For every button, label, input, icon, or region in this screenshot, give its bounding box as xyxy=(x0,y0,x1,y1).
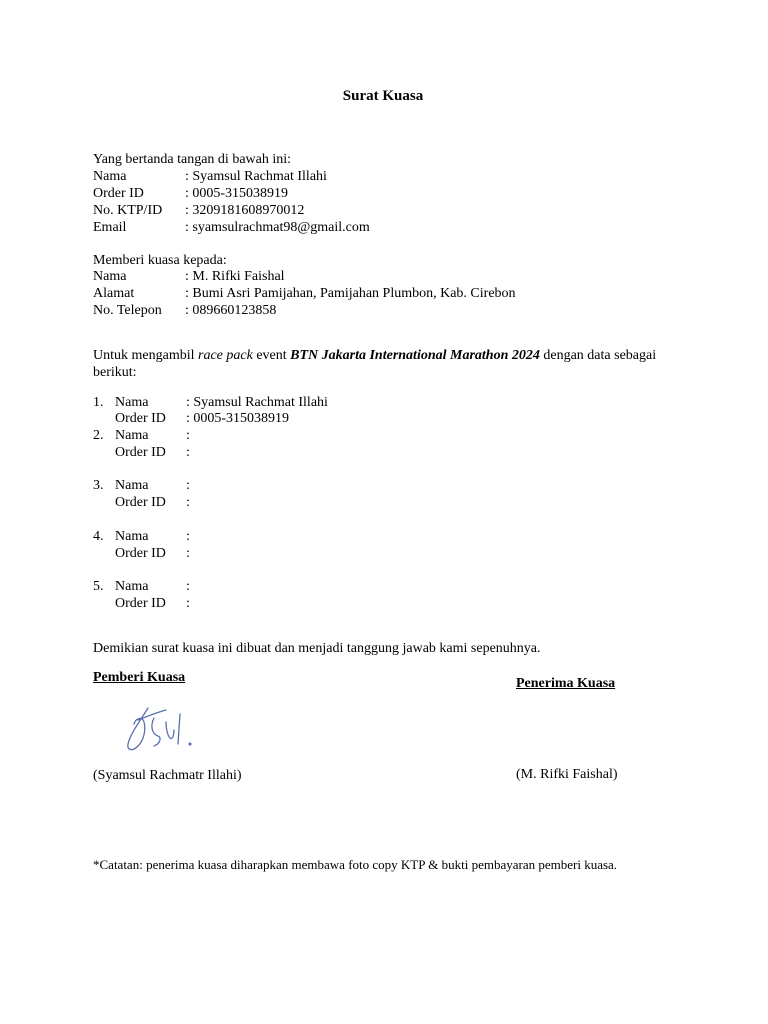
list-number: 3. xyxy=(93,478,104,493)
footnote: *Catatan: penerima kuasa diharapkan membawa foto copy KTP & bukti pembayaran pemberi kuasa. xyxy=(93,857,618,872)
field-label: Nama xyxy=(115,395,149,410)
field-label: Email xyxy=(93,220,127,235)
field-value: : xyxy=(186,529,190,544)
field-label: Order ID xyxy=(115,546,166,561)
closing-statement: Demikian surat kuasa ini dibuat dan menjadi tanggung jawab kami sepenuhnya. xyxy=(93,641,541,656)
field-label: Order ID xyxy=(115,411,166,426)
field-label: Order ID xyxy=(115,495,166,510)
document-title: Surat Kuasa xyxy=(342,88,424,104)
field-label: Order ID xyxy=(115,445,166,460)
grantee-name: (M. Rifki Faishal) xyxy=(516,767,618,782)
field-value: : xyxy=(186,478,190,493)
event-name: BTN Jakarta International Marathon 2024 xyxy=(290,348,540,363)
field-label: Nama xyxy=(93,269,127,284)
signature-image xyxy=(108,700,204,764)
field-value: : Syamsul Rachmat Illahi xyxy=(186,395,328,410)
grantor-name: (Syamsul Rachmatr Illahi) xyxy=(93,768,242,783)
field-label: Nama xyxy=(93,169,127,184)
participant-2-name xyxy=(93,427,190,444)
field-value: : xyxy=(186,579,190,594)
field-value: : xyxy=(186,596,190,611)
list-number: 1. xyxy=(93,395,104,410)
field-value: : 0005-315038919 xyxy=(185,186,289,201)
grantor-ktp-row xyxy=(93,202,304,219)
purpose-text: dengan data sebagai berikut: xyxy=(93,348,657,380)
grantee-address-row xyxy=(93,285,516,302)
participant-5-name xyxy=(93,578,190,595)
field-label: Order ID xyxy=(93,186,144,201)
field-value: : xyxy=(186,428,190,443)
purpose-race-pack: race pack xyxy=(198,348,253,363)
field-label: Order ID xyxy=(115,596,166,611)
grantor-name-row xyxy=(93,168,327,185)
participant-3-order xyxy=(93,494,190,511)
field-label: No. Telepon xyxy=(93,303,162,318)
list-number: 4. xyxy=(93,529,104,544)
field-label: Nama xyxy=(115,579,149,594)
grantor-heading: Pemberi Kuasa xyxy=(93,670,186,685)
list-number: 5. xyxy=(93,579,104,594)
grantee-phone-row xyxy=(93,302,276,319)
purpose-text: event xyxy=(252,348,291,363)
field-label: Nama xyxy=(115,428,149,443)
field-value: : xyxy=(186,546,190,561)
grantee-heading: Penerima Kuasa xyxy=(516,676,616,691)
field-label: Nama xyxy=(115,478,149,493)
purpose-text: Untuk mengambil xyxy=(93,348,198,363)
participant-5-order xyxy=(93,595,190,612)
grantee-name-row xyxy=(93,268,285,285)
field-value: : 0005-315038919 xyxy=(186,411,290,426)
grantor-order-id-row xyxy=(93,185,288,202)
participant-4-name xyxy=(93,528,190,545)
field-label: No. KTP/ID xyxy=(93,203,163,218)
participant-3-name xyxy=(93,477,190,494)
participant-4-order xyxy=(93,545,190,562)
participant-1-name xyxy=(93,394,328,411)
field-value: : 3209181608970012 xyxy=(185,203,305,218)
grant-intro-text: Memberi kuasa kepada: xyxy=(93,253,227,268)
intro-text: Yang bertanda tangan di bawah ini: xyxy=(93,152,292,167)
list-number: 2. xyxy=(93,428,104,443)
participant-1-order xyxy=(93,410,289,427)
field-value: : syamsulrachmat98@gmail.com xyxy=(185,220,370,235)
grantor-email-row xyxy=(93,219,370,236)
field-label: Nama xyxy=(115,529,149,544)
field-value: : Bumi Asri Pamijahan, Pamijahan Plumbon, Kab. Cirebon xyxy=(185,286,516,301)
field-value: : Syamsul Rachmat Illahi xyxy=(185,169,327,184)
field-value: : 089660123858 xyxy=(185,303,277,318)
field-value: : xyxy=(186,495,190,510)
field-label: Alamat xyxy=(93,286,135,301)
field-value: : xyxy=(186,445,190,460)
field-value: : M. Rifki Faishal xyxy=(185,269,285,284)
purpose-paragraph xyxy=(93,347,683,381)
participant-2-order xyxy=(93,444,190,461)
